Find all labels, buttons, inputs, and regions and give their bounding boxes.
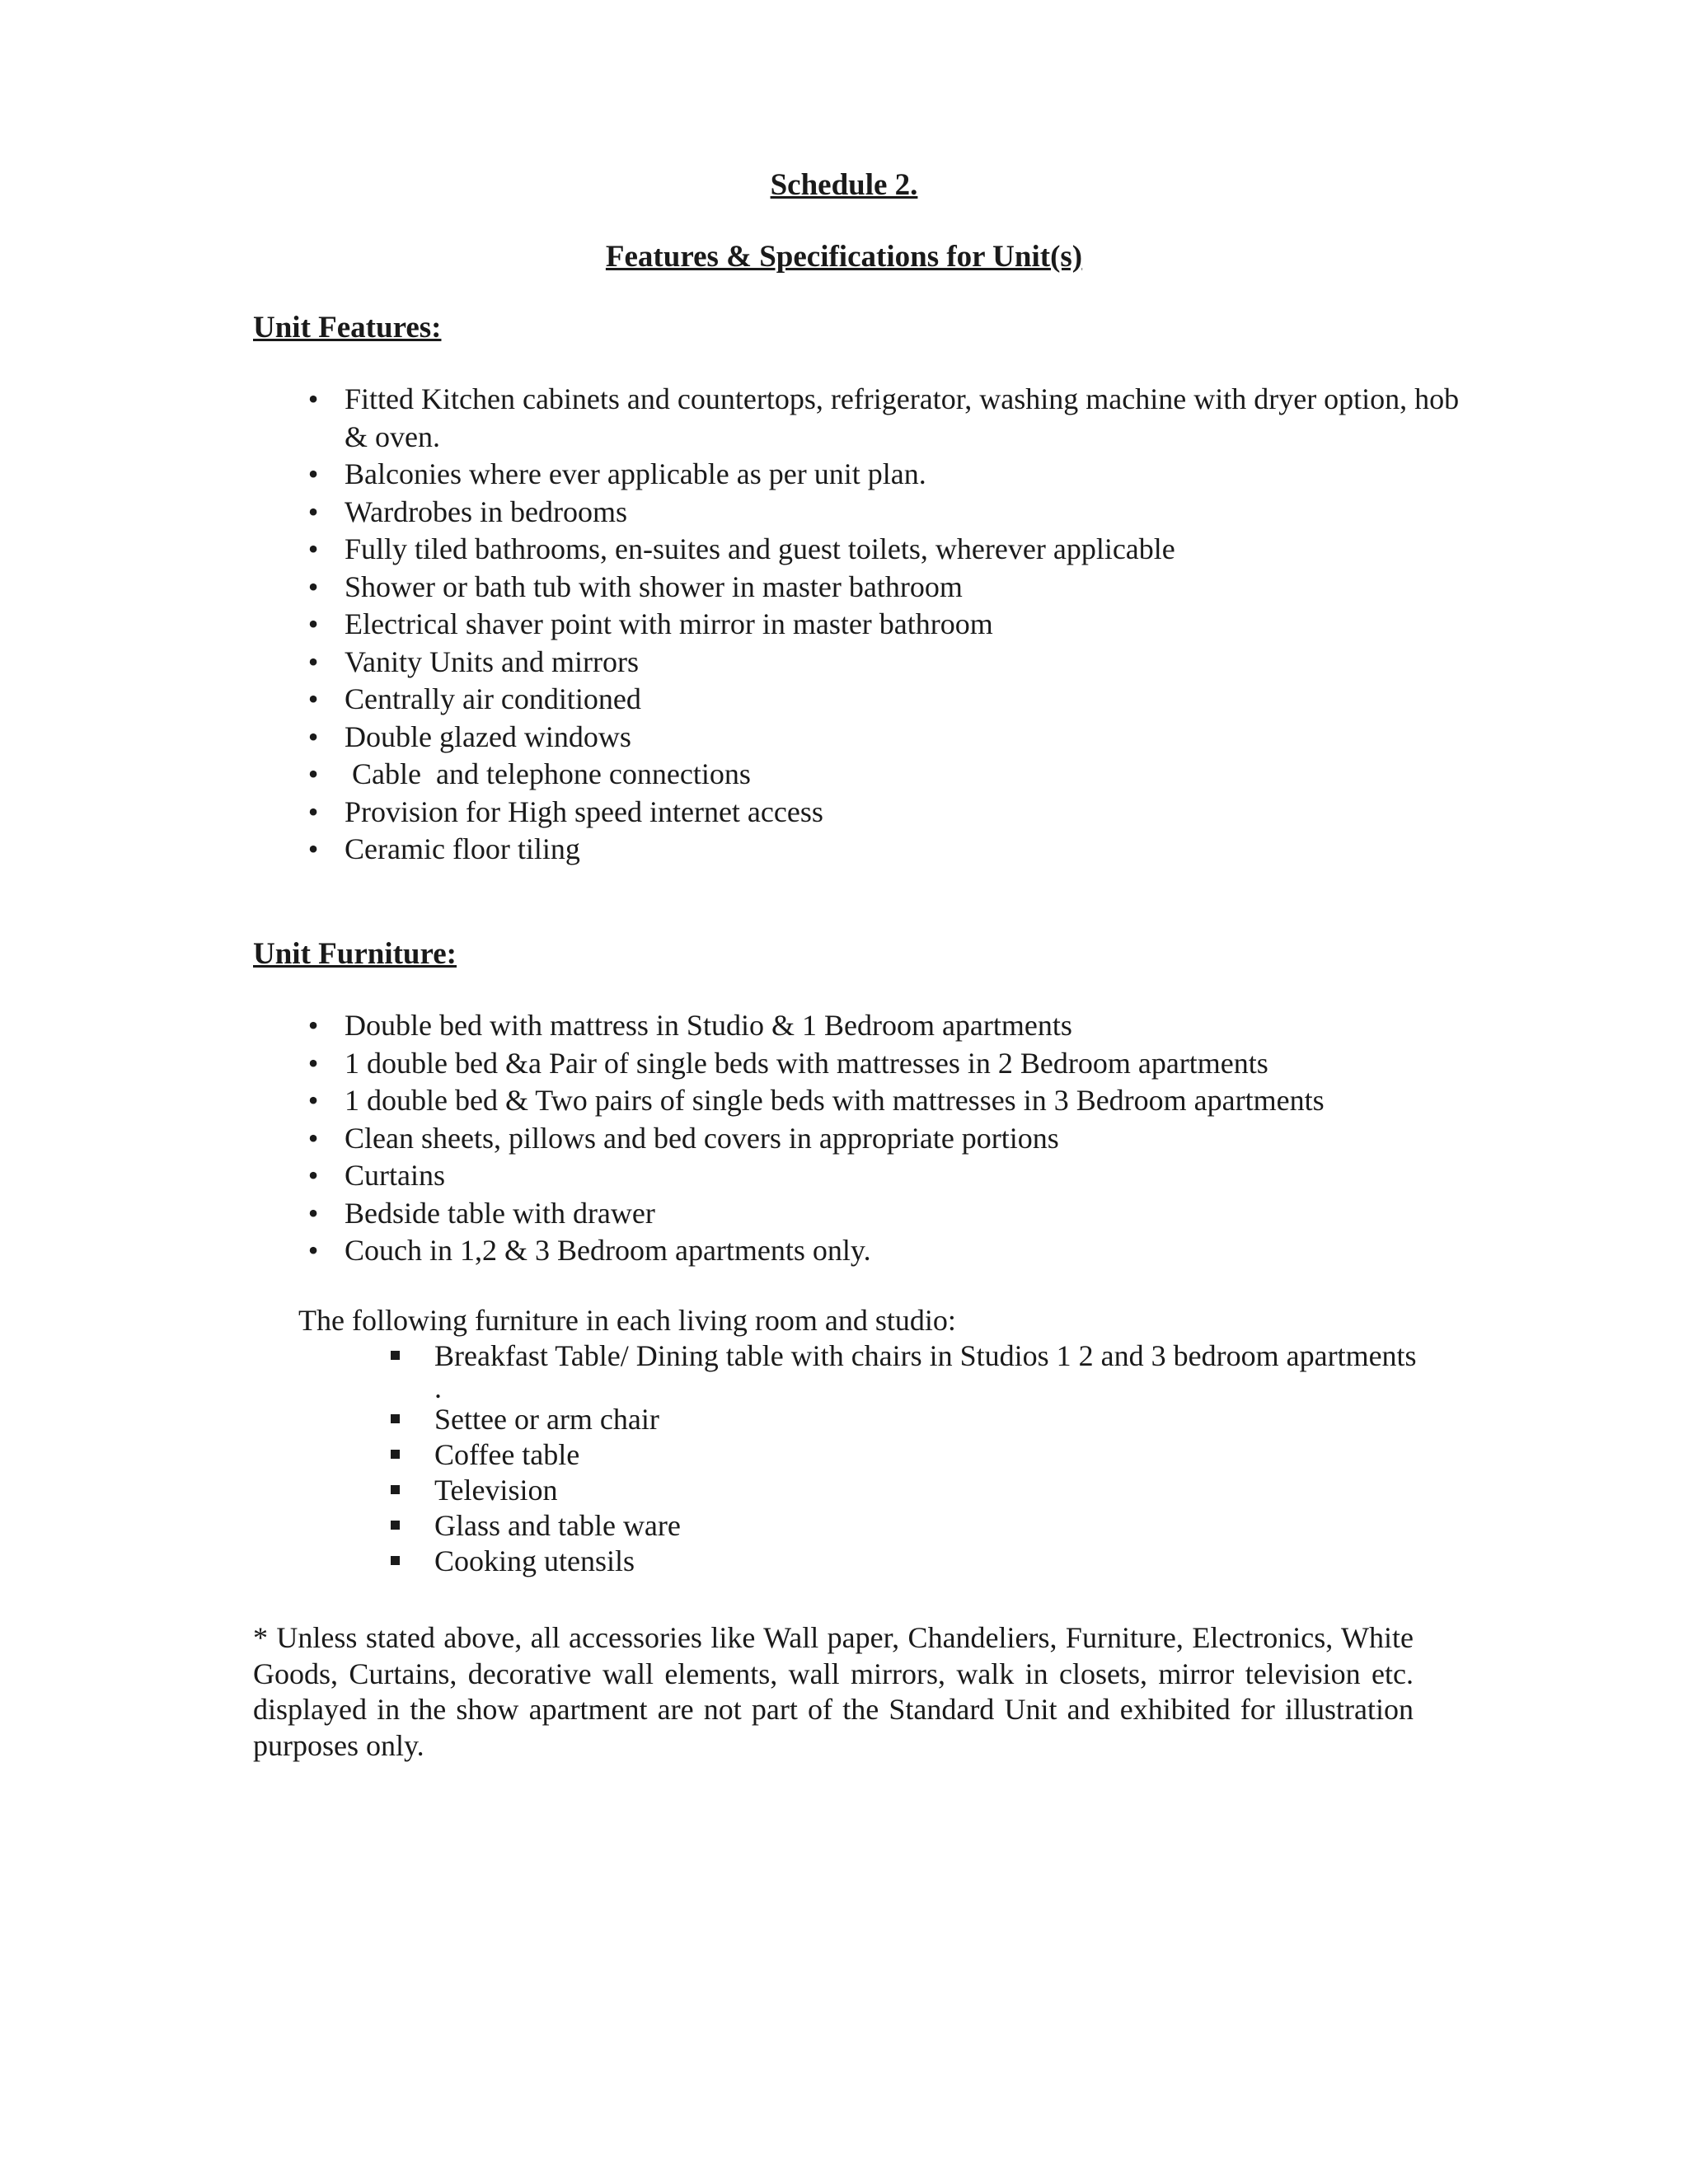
- list-item-text: Clean sheets, pillows and bed covers in appropriate portions: [345, 1121, 1059, 1155]
- list-item-text: Curtains: [345, 1159, 445, 1192]
- list-item-text: Centrally air conditioned: [345, 682, 641, 715]
- unit-furniture-heading: Unit Furniture:: [253, 937, 457, 971]
- bullet-icon: •: [307, 757, 319, 790]
- list-item: [297, 1232, 1467, 1270]
- list-item: [297, 756, 1467, 794]
- list-item: [387, 1437, 1475, 1473]
- list-item: [387, 1544, 1475, 1579]
- square-bullet-icon: [391, 1351, 400, 1360]
- list-item-text: Bedside table with drawer: [345, 1196, 655, 1230]
- bullet-icon: •: [307, 832, 319, 865]
- list-item-text: Shower or bath tub with shower in master bathroom: [345, 569, 963, 603]
- list-item: [297, 606, 1467, 644]
- list-item-text: Coffee table: [434, 1438, 580, 1471]
- bullet-icon: •: [307, 1046, 319, 1080]
- square-bullet-icon: [391, 1450, 400, 1459]
- bullet-icon: •: [307, 1084, 319, 1117]
- list-item-text: Glass and table ware: [434, 1509, 681, 1542]
- list-item: [297, 494, 1467, 532]
- bullet-icon: •: [307, 644, 319, 678]
- bullet-icon: •: [307, 682, 319, 715]
- list-item: [297, 794, 1467, 832]
- list-item: [387, 1338, 1475, 1402]
- square-bullet-icon: [391, 1521, 400, 1530]
- list-item: [297, 681, 1467, 719]
- list-item-text: 1 double bed & Two pairs of single beds with mattresses in 3 Bedroom apartments: [345, 1084, 1325, 1117]
- list-item-text: Television: [434, 1474, 558, 1507]
- list-item: [297, 456, 1467, 494]
- disclaimer-note: * Unless stated above, all accessories like Wall paper, Chandeliers, Furniture, Electronics, White Goods, Curtains, decorative wall elements, wall mirrors, walk in closets, mirror television etc. displayed in the show apartment are not part of the Standard Unit and exhibited for illustration purposes only.: [253, 1621, 1414, 1762]
- list-item: [297, 1120, 1467, 1158]
- list-item-text: Wardrobes in bedrooms: [345, 494, 628, 528]
- bullet-icon: •: [307, 607, 319, 640]
- bullet-icon: •: [307, 1121, 319, 1155]
- bullet-icon: •: [307, 794, 319, 828]
- bullet-icon: •: [307, 1196, 319, 1230]
- list-item-text: Cable and telephone connections: [345, 757, 751, 790]
- list-item-text: 1 double bed &a Pair of single beds with mattresses in 2 Bedroom apartments: [345, 1046, 1268, 1080]
- list-item: [297, 531, 1467, 569]
- schedule-title: Schedule 2.: [770, 168, 918, 202]
- list-item-text: Cooking utensils: [434, 1544, 635, 1577]
- bullet-icon: •: [307, 494, 319, 528]
- list-item-text: Double bed with mattress in Studio & 1 Bedroom apartments: [345, 1009, 1072, 1042]
- list-item: [387, 1508, 1475, 1544]
- bullet-icon: •: [307, 719, 319, 753]
- list-item: [297, 644, 1467, 682]
- list-item: [297, 1157, 1467, 1195]
- unit-furniture-list: [297, 1007, 1467, 1270]
- list-item-text: Fitted Kitchen cabinets and countertops, refrigerator, washing machine with dryer option, hob & oven.: [345, 382, 1460, 453]
- bullet-icon: •: [307, 382, 319, 415]
- list-item-text: Electrical shaver point with mirror in master bathroom: [345, 607, 993, 640]
- unit-features-heading: Unit Features:: [253, 311, 442, 344]
- living-room-furniture-list: [387, 1338, 1475, 1579]
- document-subtitle: Features & Specifications for Unit(s): [605, 240, 1083, 274]
- list-item-text: Ceramic floor tiling: [345, 832, 580, 865]
- square-bullet-icon: [391, 1485, 400, 1494]
- list-item-trailing-period: .: [434, 1371, 442, 1404]
- bullet-icon: •: [307, 1234, 319, 1267]
- list-item-text: Balconies where ever applicable as per unit plan.: [345, 457, 926, 490]
- bullet-icon: •: [307, 1159, 319, 1192]
- list-item-text: Provision for High speed internet access: [345, 794, 823, 828]
- list-item: [297, 1007, 1467, 1045]
- bullet-icon: •: [307, 532, 319, 565]
- list-item: [297, 1195, 1467, 1233]
- living-room-intro: The following furniture in each living room and studio:: [298, 1304, 956, 1337]
- bullet-icon: •: [307, 569, 319, 603]
- list-item: [387, 1402, 1475, 1437]
- list-item: [297, 831, 1467, 869]
- list-item-text: Settee or arm chair: [434, 1403, 659, 1436]
- list-item-text: Couch in 1,2 & 3 Bedroom apartments only.: [345, 1234, 871, 1267]
- list-item-text: Breakfast Table/ Dining table with chairs in Studios 1 2 and 3 bedroom apartments: [434, 1339, 1417, 1372]
- unit-features-list: [297, 381, 1467, 869]
- list-item: [297, 381, 1467, 456]
- square-bullet-icon: [391, 1414, 400, 1423]
- bullet-icon: •: [307, 1009, 319, 1042]
- square-bullet-icon: [391, 1556, 400, 1565]
- list-item: [297, 1045, 1467, 1083]
- list-item: [297, 1082, 1467, 1120]
- bullet-icon: •: [307, 457, 319, 490]
- list-item-text: Vanity Units and mirrors: [345, 644, 639, 678]
- list-item: [297, 569, 1467, 607]
- list-item-text: Double glazed windows: [345, 719, 631, 753]
- list-item: [387, 1473, 1475, 1508]
- list-item: [297, 719, 1467, 757]
- list-item-text: Fully tiled bathrooms, en-suites and guest toilets, wherever applicable: [345, 532, 1175, 565]
